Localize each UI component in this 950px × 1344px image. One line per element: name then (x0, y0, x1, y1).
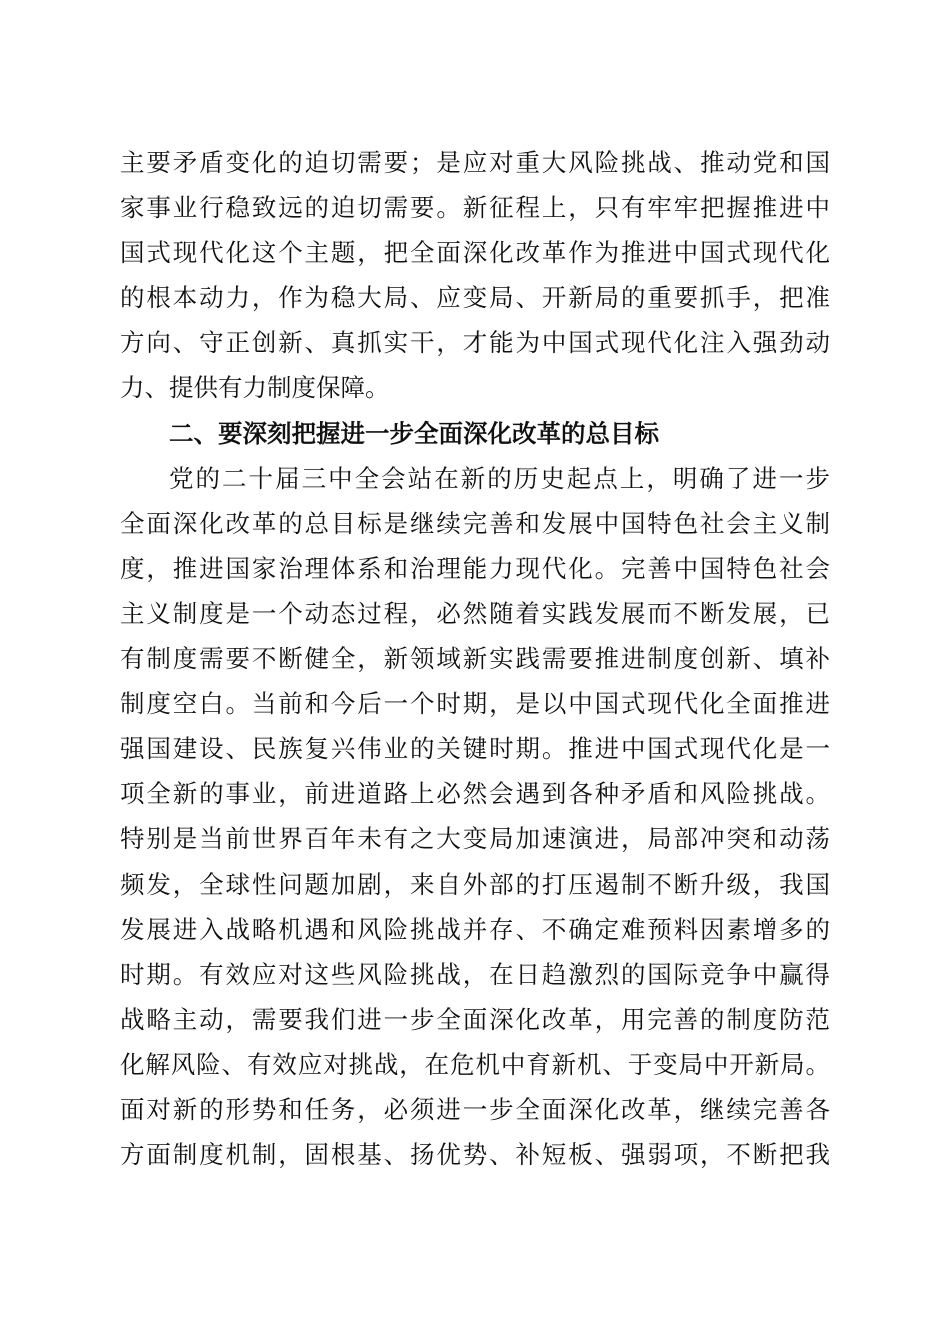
text-line: 方向、守正创新、真抓实干，才能为中国式现代化注入强劲动 (120, 328, 830, 358)
text-line: 的根本动力，作为稳大局、应变局、开新局的重要抓手，把准 (120, 283, 830, 313)
text-line: 方面制度机制，固根基、扬优势、补短板、强弱项，不断把我 (120, 1140, 830, 1170)
text-line: 发展进入战略机遇和风险挑战并存、不确定难预料因素增多的 (120, 914, 830, 944)
text-line: 全面深化改革的总目标是继续完善和发展中国特色社会主义制 (120, 508, 830, 538)
text-line: 家事业行稳致远的迫切需要。新征程上，只有牢牢把握推进中 (120, 193, 830, 223)
text-line: 有制度需要不断健全，新领域新实践需要推进制度创新、填补 (120, 644, 830, 674)
text-line: 频发，全球性问题加剧，来自外部的打压遏制不断升级，我国 (120, 869, 830, 899)
text-line: 化解风险、有效应对挑战，在危机中育新机、于变局中开新局。 (120, 1049, 830, 1079)
text-line: 党的二十届三中全会站在新的历史起点上，明确了进一步 (169, 463, 830, 493)
text-line: 面对新的形势和任务，必须进一步全面深化改革，继续完善各 (120, 1094, 830, 1124)
text-line: 制度空白。当前和今后一个时期，是以中国式现代化全面推进 (120, 689, 830, 719)
text-line: 度，推进国家治理体系和治理能力现代化。完善中国特色社会 (120, 553, 830, 583)
text-line: 主义制度是一个动态过程，必然随着实践发展而不断发展，已 (120, 598, 830, 628)
text-line: 主要矛盾变化的迫切需要；是应对重大风险挑战、推动党和国 (120, 148, 830, 177)
paragraph-2 (120, 456, 830, 1178)
text-line: 时期。有效应对这些风险挑战，在日趋激烈的国际竞争中赢得 (120, 959, 830, 989)
text-line: 战略主动，需要我们进一步全面深化改革，用完善的制度防范 (120, 1004, 830, 1034)
text-line: 项全新的事业，前进道路上必然会遇到各种矛盾和风险挑战。 (120, 779, 830, 809)
text-line: 国式现代化这个主题，把全面深化改革作为推进中国式现代化 (120, 238, 830, 268)
text-line: 强国建设、民族复兴伟业的关键时期。推进中国式现代化是一 (120, 734, 830, 764)
document-body (120, 140, 830, 1177)
section-heading: 二、要深刻把握进一步全面深化改革的总目标 (169, 418, 659, 448)
text-line: 力、提供有力制度保障。 (120, 373, 390, 403)
text-line: 特别是当前世界百年未有之大变局加速演进，局部冲突和动荡 (120, 824, 830, 854)
paragraph-1 (120, 140, 830, 411)
